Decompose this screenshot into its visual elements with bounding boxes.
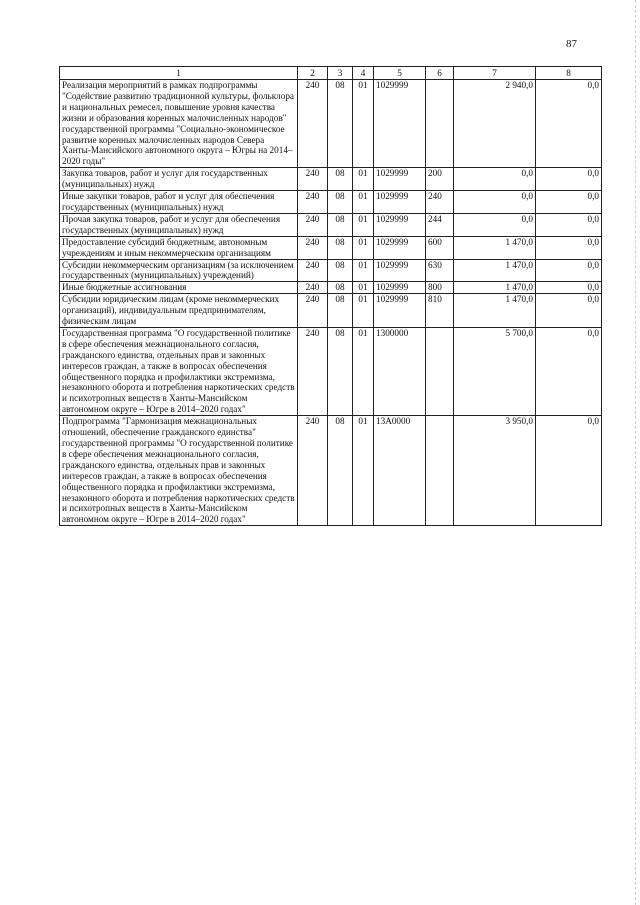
cell-c8: 0,0 [536,236,602,259]
row-name: Субсидии юридическим лицам (кроме некоммерческих организаций), индивидуальным предпринимателям, физическим лицам [60,294,298,328]
cell-c5: 1300000 [374,327,426,415]
header-cell: 8 [536,67,602,80]
cell-c7: 1 470,0 [454,282,536,294]
cell-c8: 0,0 [536,213,602,236]
cell-c5: 1029999 [374,236,426,259]
cell-c2: 240 [298,327,328,415]
cell-c6: 800 [426,282,454,294]
row-name: Реализация мероприятий в рамках подпрограммы "Содействие развитию традиционной культуры, фольклора и национальных ремесел, повышение уровня качества жизни и образования коренных малочисленных народов" государственной программы "Социально-экономическое развитие коренных малочисленных народов Севера Ханты-Мансийского автономного округа – Югры на 2014–2020 годы" [60,80,298,168]
table-header-row [60,67,602,80]
table-row [60,416,602,526]
cell-c3: 08 [328,416,353,526]
cell-c3: 08 [328,294,353,328]
cell-c5: 1029999 [374,191,426,214]
cell-c8: 0,0 [536,259,602,282]
row-name: Иные закупки товаров, работ и услуг для обеспечения государственных (муниципальных) нужд [60,191,298,214]
cell-c6: 200 [426,168,454,191]
header-cell: 2 [298,67,328,80]
cell-c3: 08 [328,282,353,294]
cell-c2: 240 [298,80,328,168]
table-row [60,282,602,294]
cell-c3: 08 [328,327,353,415]
cell-c3: 08 [328,259,353,282]
cell-c8: 0,0 [536,294,602,328]
cell-c2: 240 [298,191,328,214]
cell-c5: 1029999 [374,259,426,282]
cell-c8: 0,0 [536,80,602,168]
cell-c7: 1 470,0 [454,236,536,259]
cell-c3: 08 [328,191,353,214]
cell-c3: 08 [328,236,353,259]
cell-c2: 240 [298,213,328,236]
header-cell: 5 [374,67,426,80]
header-cell: 7 [454,67,536,80]
table-row [60,327,602,415]
cell-c4: 01 [353,416,374,526]
row-name: Иные бюджетные ассигнования [60,282,298,294]
cell-c3: 08 [328,213,353,236]
cell-c4: 01 [353,168,374,191]
cell-c6: 600 [426,236,454,259]
header-cell: 6 [426,67,454,80]
cell-c8: 0,0 [536,191,602,214]
header-cell: 3 [328,67,353,80]
cell-c7: 3 950,0 [454,416,536,526]
cell-c7: 0,0 [454,168,536,191]
cell-c5: 1029999 [374,294,426,328]
cell-c6 [426,80,454,168]
table-row [60,236,602,259]
header-cell: 1 [60,67,298,80]
row-name: Государственная программа "О государственной политике в сфере обеспечения межнационального согласия, гражданского единства, отдельных прав и законных интересов граждан, а также в вопросах обеспечения общественного порядка и профилактики экстремизма, незаконного оборота и потребления наркотических средств и психотропных веществ в Ханты-Мансийском автономном округе – Югре в 2014–2020 годах" [60,327,298,415]
cell-c4: 01 [353,236,374,259]
header-cell: 4 [353,67,374,80]
table-row [60,213,602,236]
cell-c4: 01 [353,259,374,282]
cell-c6: 810 [426,294,454,328]
table-row [60,168,602,191]
cell-c8: 0,0 [536,416,602,526]
cell-c8: 0,0 [536,282,602,294]
cell-c4: 01 [353,294,374,328]
table-row [60,191,602,214]
cell-c6: 630 [426,259,454,282]
cell-c8: 0,0 [536,168,602,191]
table-row [60,259,602,282]
cell-c7: 2 940,0 [454,80,536,168]
cell-c4: 01 [353,191,374,214]
cell-c6: 240 [426,191,454,214]
cell-c4: 01 [353,213,374,236]
page-number: 87 [566,38,577,50]
row-name: Подпрограмма "Гармонизация межнациональных отношений, обеспечение гражданского единства" государственной программы "О государственной политике в сфере обеспечения межнационального согласия, гражданского единства, отдельных прав и законных интересов граждан, а также в вопросах обеспечения общественного порядка и профилактики экстремизма, незаконного оборота и потребления наркотических средств и психотропных веществ в Ханты-Мансийском автономном округе – Югре в 2014–2020 годах" [60,416,298,526]
cell-c6: 244 [426,213,454,236]
cell-c2: 240 [298,259,328,282]
cell-c7: 5 700,0 [454,327,536,415]
cell-c4: 01 [353,327,374,415]
cell-c2: 240 [298,294,328,328]
cell-c8: 0,0 [536,327,602,415]
cell-c5: 1029999 [374,282,426,294]
cell-c5: 1029999 [374,213,426,236]
cell-c7: 1 470,0 [454,294,536,328]
cell-c4: 01 [353,282,374,294]
cell-c5: 1029999 [374,168,426,191]
cell-c2: 240 [298,168,328,191]
cell-c5: 13А0000 [374,416,426,526]
cell-c2: 240 [298,416,328,526]
cell-c2: 240 [298,236,328,259]
cell-c7: 1 470,0 [454,259,536,282]
cell-c6 [426,327,454,415]
cell-c6 [426,416,454,526]
table-row [60,80,602,168]
cell-c4: 01 [353,80,374,168]
cell-c5: 1029999 [374,80,426,168]
cell-c7: 0,0 [454,213,536,236]
table-row [60,294,602,328]
row-name: Предоставление субсидий бюджетным, автономным учреждениям и иным некоммерческим организациям [60,236,298,259]
cell-c3: 08 [328,80,353,168]
budget-table [59,66,602,526]
page-edge-line [634,0,636,905]
row-name: Субсидии некоммерческим организациям (за исключением государственных (муниципальных) учреждений) [60,259,298,282]
cell-c2: 240 [298,282,328,294]
row-name: Закупка товаров, работ и услуг для государственных (муниципальных) нужд [60,168,298,191]
cell-c7: 0,0 [454,191,536,214]
row-name: Прочая закупка товаров, работ и услуг для обеспечения государственных (муниципальных) нужд [60,213,298,236]
cell-c3: 08 [328,168,353,191]
